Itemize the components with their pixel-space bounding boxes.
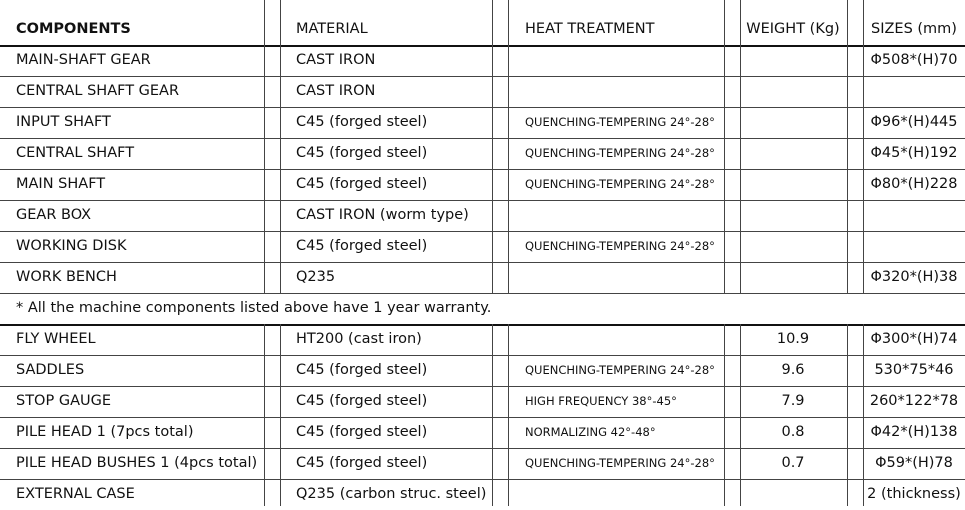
cell-component: INPUT SHAFT — [16, 114, 111, 130]
table-row — [0, 262, 965, 293]
table-row — [0, 76, 965, 107]
cell-heat — [525, 45, 725, 76]
cell-component: COMPONENTS — [16, 21, 131, 37]
cell-component: WORK BENCH — [16, 269, 117, 285]
column-divider — [264, 324, 265, 506]
cell-component: CENTRAL SHAFT — [16, 145, 135, 161]
cell-weight: 0.7 — [781, 455, 805, 471]
cell-weight — [742, 262, 844, 293]
cell-size: Φ320*(H)38 — [870, 269, 958, 285]
cell-size: Φ42*(H)138 — [870, 424, 958, 440]
cell-material: C45 (forged steel) — [296, 114, 428, 130]
cell-heat: QUENCHING-TEMPERING 24°-28° — [525, 177, 715, 191]
cell-size — [866, 231, 962, 262]
cell-size: Φ45*(H)192 — [870, 145, 958, 161]
cell-component: CENTRAL SHAFT GEAR — [16, 83, 180, 99]
table-row — [0, 355, 965, 386]
column-divider — [863, 0, 864, 293]
column-divider — [863, 324, 864, 506]
column-divider — [280, 0, 281, 293]
cell-component: GEAR BOX — [16, 207, 92, 223]
cell-material: CAST IRON — [296, 52, 376, 68]
table-row — [0, 231, 965, 262]
column-divider — [508, 0, 509, 293]
cell-heat: QUENCHING-TEMPERING 24°-28° — [525, 115, 715, 129]
cell-material: CAST IRON (worm type) — [296, 207, 469, 223]
table-row — [0, 417, 965, 448]
cell-weight — [742, 169, 844, 200]
cell-material: C45 (forged steel) — [296, 455, 428, 471]
header-row — [0, 14, 965, 45]
cell-heat — [525, 479, 725, 510]
cell-weight: 10.9 — [776, 331, 810, 347]
cell-material: Q235 (carbon struc. steel) — [296, 486, 487, 502]
cell-component: PILE HEAD 1 (7pcs total) — [16, 424, 194, 440]
column-divider — [724, 0, 725, 293]
column-divider — [740, 0, 741, 293]
cell-component: WORKING DISK — [16, 238, 127, 254]
cell-size: Φ300*(H)74 — [870, 331, 958, 347]
cell-size: 2 (thickness) — [867, 486, 961, 502]
cell-material: C45 (forged steel) — [296, 238, 428, 254]
column-divider — [847, 324, 848, 506]
cell-size — [866, 76, 962, 107]
cell-component: STOP GAUGE — [16, 393, 111, 409]
cell-weight — [742, 231, 844, 262]
cell-heat: QUENCHING-TEMPERING 24°-28° — [525, 146, 715, 160]
table-row — [0, 386, 965, 417]
cell-material: C45 (forged steel) — [296, 424, 428, 440]
cell-size: Φ96*(H)445 — [870, 114, 958, 130]
cell-heat: QUENCHING-TEMPERING 24°-28° — [525, 239, 715, 253]
cell-weight — [742, 138, 844, 169]
table-row — [0, 107, 965, 138]
cell-size — [866, 200, 962, 231]
cell-material: C45 (forged steel) — [296, 176, 428, 192]
cell-material: C45 (forged steel) — [296, 393, 428, 409]
warranty-note-text: * All the machine components listed above have 1 year warranty. — [16, 300, 492, 316]
column-divider — [264, 0, 265, 293]
cell-heat: HIGH FREQUENCY 38°-45° — [525, 394, 677, 408]
column-divider — [492, 0, 493, 293]
table-row — [0, 138, 965, 169]
table-row — [0, 448, 965, 479]
cell-size: 260*122*78 — [869, 393, 959, 409]
cell-weight — [742, 45, 844, 76]
cell-component: SADDLES — [16, 362, 85, 378]
cell-material: HT200 (cast iron) — [296, 331, 422, 347]
cell-component: FLY WHEEL — [16, 331, 96, 347]
cell-heat: QUENCHING-TEMPERING 24°-28° — [525, 456, 715, 470]
cell-component: MAIN SHAFT — [16, 176, 106, 192]
cell-heat — [525, 200, 725, 231]
cell-material: C45 (forged steel) — [296, 362, 428, 378]
cell-size: 530*75*46 — [874, 362, 954, 378]
table-row — [0, 169, 965, 200]
cell-material: MATERIAL — [296, 21, 368, 37]
cell-component: MAIN-SHAFT GEAR — [16, 52, 151, 68]
table-row — [0, 200, 965, 231]
cell-size: Φ80*(H)228 — [870, 176, 958, 192]
cell-weight: WEIGHT (Kg) — [746, 21, 840, 37]
column-divider — [724, 324, 725, 506]
cell-component: EXTERNAL CASE — [16, 486, 135, 502]
cell-weight — [742, 107, 844, 138]
cell-size: SIZES (mm) — [871, 21, 957, 37]
cell-weight — [742, 200, 844, 231]
column-divider — [492, 324, 493, 506]
column-divider — [740, 324, 741, 506]
cell-heat: NORMALIZING 42°-48° — [525, 425, 656, 439]
warranty-note — [0, 293, 965, 324]
cell-weight — [742, 479, 844, 510]
table-row — [0, 324, 965, 355]
cell-material: C45 (forged steel) — [296, 145, 428, 161]
cell-heat — [525, 76, 725, 107]
cell-material: Q235 — [296, 269, 336, 285]
cell-heat — [525, 324, 725, 355]
table-row — [0, 479, 965, 510]
column-divider — [280, 324, 281, 506]
cell-weight: 0.8 — [781, 424, 805, 440]
column-divider — [508, 324, 509, 506]
cell-size: Φ59*(H)78 — [875, 455, 953, 471]
table-row — [0, 45, 965, 76]
cell-component: PILE HEAD BUSHES 1 (4pcs total) — [16, 455, 258, 471]
cell-size: Φ508*(H)70 — [870, 52, 958, 68]
cell-heat: QUENCHING-TEMPERING 24°-28° — [525, 363, 715, 377]
cell-material: CAST IRON — [296, 83, 376, 99]
cell-weight — [742, 76, 844, 107]
column-divider — [847, 0, 848, 293]
cell-weight: 9.6 — [781, 362, 805, 378]
cell-heat: HEAT TREATMENT — [525, 21, 655, 37]
cell-heat — [525, 262, 725, 293]
cell-weight: 7.9 — [781, 393, 805, 409]
